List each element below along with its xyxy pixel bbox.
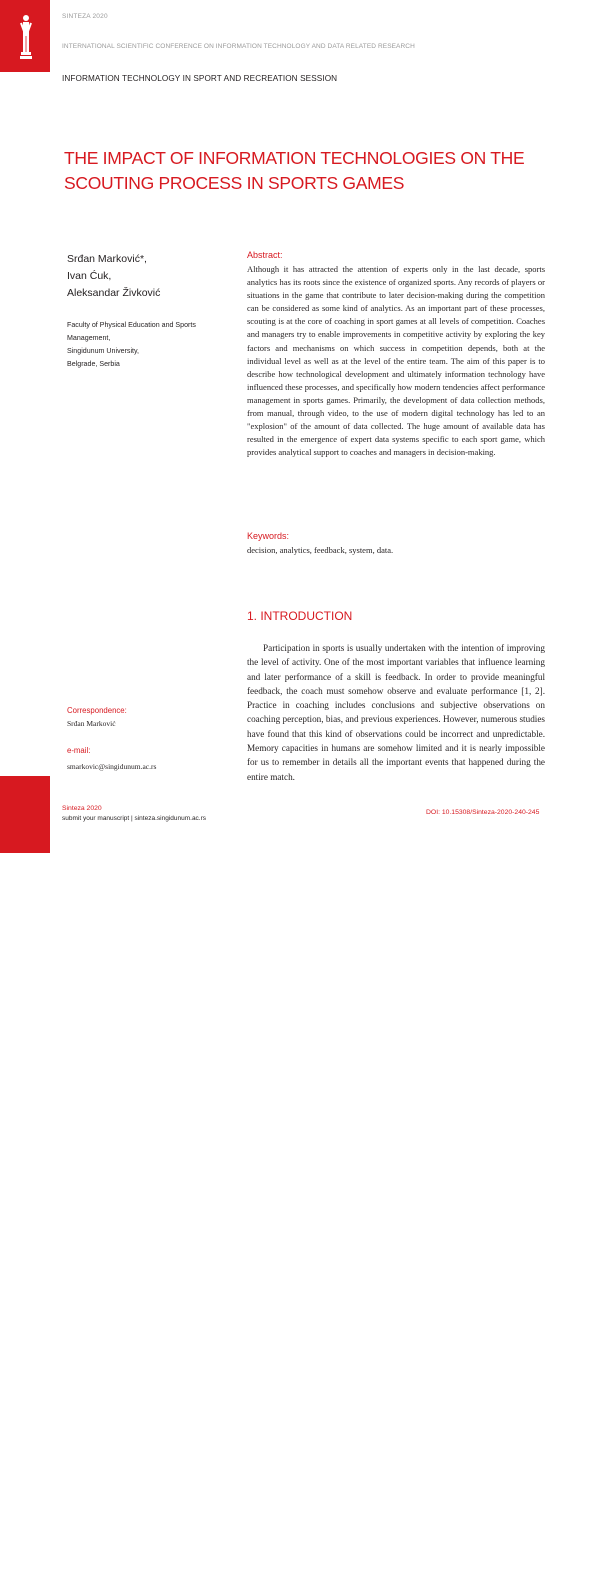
conference-year: SINTEZA 2020: [62, 13, 108, 20]
title-line-1: THE IMPACT OF INFORMATION TECHNOLOGIES ON THE: [64, 148, 525, 168]
affiliation-line: Belgrade, Serbia: [67, 360, 120, 368]
abstract-text: Although it has attracted the attention of experts only in the last decade, sports analytics has its roots since the existence of organized sports. Any records of players or situations in the game that contribute to later decision-making during the competition can be considered as some kind of analytics. As an important part of these processes, scouting is at the core of coaching in sport games at all levels of competition. Coaches and managers try to enable improvements in competitive activity by exploring the key factors and mechanisms on which success in competition depends, both at the individual level as well as at the level of the entire team. The aim of this paper is to describe how technological development and ultimately information technology have influenced these processes, and specifically how modern tendencies affect performance management in sports games. Primarily, the development of data collection methods, from manual, through video, to the use of modern digital technology has led to an "explosion" of the amount of data collected. The huge amount of available data has resulted in the emergence of expert data systems specific to each sport game, which provides analytical support to coaches and managers in decision-making.: [247, 264, 545, 458]
correspondence-name: Srđan Marković: [67, 719, 116, 728]
section-heading: 1. INTRODUCTION: [247, 609, 353, 623]
affiliation-line: Singidunum University,: [67, 347, 140, 355]
conference-name: INTERNATIONAL SCIENTIFIC CONFERENCE ON INFORMATION TECHNOLOGY AND DATA RELATED RESEARCH: [62, 43, 415, 50]
statue-icon: [19, 14, 33, 60]
keywords-label: Keywords:: [247, 531, 290, 541]
correspondence-label: Correspondence:: [67, 706, 127, 715]
paper-title: [64, 146, 564, 196]
keywords-text: decision, analytics, feedback, system, data.: [247, 545, 394, 555]
session-name: INFORMATION TECHNOLOGY IN SPORT AND RECREATION SESSION: [62, 74, 338, 83]
email-label: e-mail:: [67, 746, 91, 755]
title-line-2: SCOUTING PROCESS IN SPORTS GAMES: [64, 173, 405, 193]
author-name: Aleksandar Živković: [67, 287, 161, 299]
author-list: [67, 251, 160, 302]
footer-brand: Sinteza 2020: [62, 805, 102, 812]
author-name: Ivan Ćuk,: [67, 270, 112, 282]
brand-bar: [0, 0, 50, 72]
email-link[interactable]: smarkovic@singidunum.ac.rs: [67, 762, 157, 771]
abstract-label: Abstract:: [247, 250, 283, 260]
affiliation-line: Faculty of Physical Education and Sports: [67, 321, 196, 329]
affiliation-line: Management,: [67, 334, 111, 342]
page-number: 240: [8, 1564, 22, 1573]
page-number-bar: [0, 776, 50, 1573]
doi-link[interactable]: DOI: 10.15308/Sinteza-2020-240-245: [426, 809, 540, 816]
author-name: Srđan Marković*,: [67, 253, 147, 265]
footer-submit-link[interactable]: submit your manuscript | sinteza.singidunum.ac.rs: [62, 815, 207, 822]
affiliation: [67, 319, 227, 371]
introduction-text: Participation in sports is usually undertaken with the intention of improving the level of activity. One of the most important variables that influence learning and later performance of a skill is feedback. In order to provide meaningful feedback, the coach must somehow observe and evaluate performance [1, 2]. Practice in coaching includes conclusions and subjective observations on coaching perception, bias, and previous experiences. However, numerous studies have found that this kind of observations could be incorrect and unpredictable. Memory capacities in humans are somehow limited and it is nearly impossible for us to remember in details all the important events that happened during the entire match.: [247, 643, 545, 782]
